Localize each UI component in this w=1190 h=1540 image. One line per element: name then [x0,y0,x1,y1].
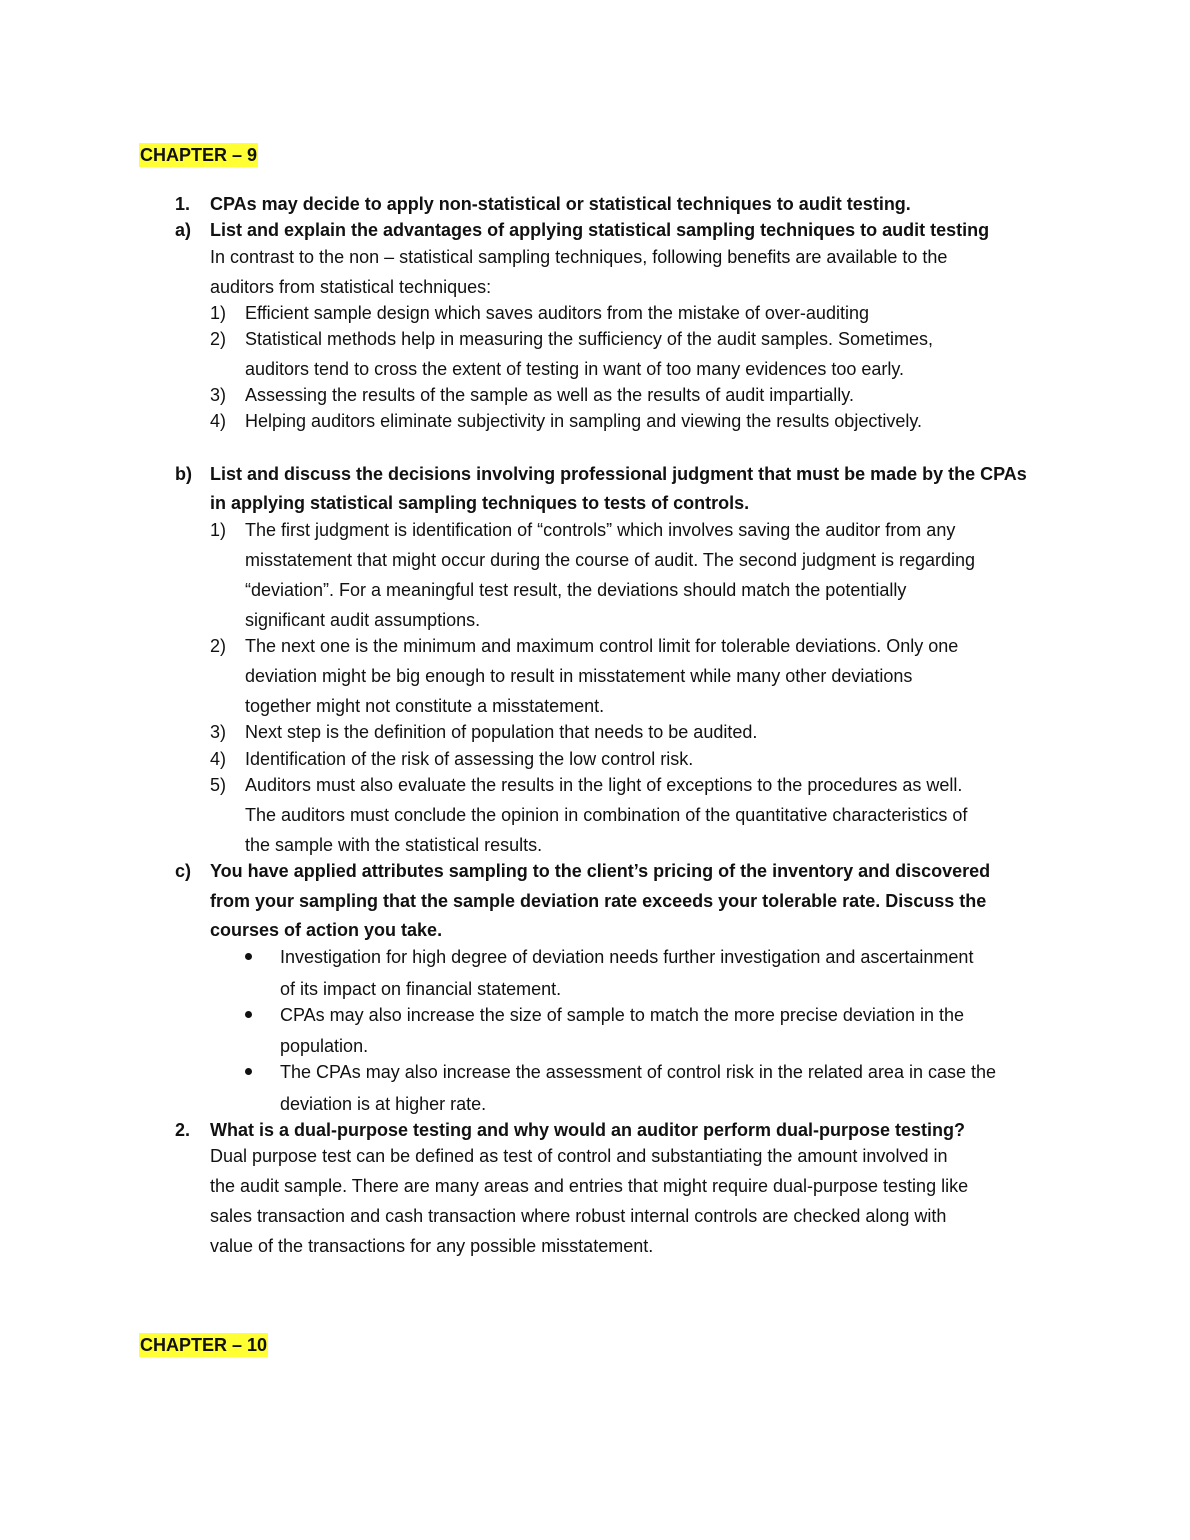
chapter-heading: CHAPTER – 10 [140,1335,268,1355]
list-number: 4) [210,411,227,431]
subquestion-title: List and discuss the decisions involving professional judgment that must be made by the CPAs [210,464,1027,484]
list-item-text: the sample with the statistical results. [245,835,543,855]
subquestion-marker: a) [175,220,192,240]
list-item-text: auditors tend to cross the extent of testing in want of too many evidences too early. [245,359,905,379]
question-number: 1. [175,194,191,214]
paragraph-line: In contrast to the non – statistical sampling techniques, following benefits are available to the [210,247,948,267]
question-title: What is a dual-purpose testing and why would an auditor perform dual-purpose testing? [210,1120,966,1140]
list-number: 2) [210,636,227,656]
subquestion-title: in applying statistical sampling techniques to tests of controls. [210,493,750,513]
list-item-text: Assessing the results of the sample as well as the results of audit impartially. [245,385,854,405]
list-item-text: The auditors must conclude the opinion in combination of the quantitative characteristics of [245,805,968,825]
subquestion-title: courses of action you take. [210,920,443,940]
list-number: 2) [210,329,227,349]
paragraph-line: Dual purpose test can be defined as test of control and substantiating the amount involved in [210,1146,948,1166]
paragraph-line: auditors from statistical techniques: [210,277,492,297]
list-item-text: significant audit assumptions. [245,610,481,630]
subquestion-title: You have applied attributes sampling to the client’s pricing of the inventory and discovered [210,861,991,881]
bullet-item-text: of its impact on financial statement. [280,979,562,999]
list-item-text: Statistical methods help in measuring the sufficiency of the audit samples. Sometimes, [245,329,934,349]
list-item-text: together might not constitute a misstatement. [245,696,605,716]
list-item-text: “deviation”. For a meaningful test result, the deviations should match the potentially [245,580,907,600]
bullet-item-text: population. [280,1036,369,1056]
subquestion-title: List and explain the advantages of applying statistical sampling techniques to audit testing [210,220,990,240]
list-item-text: Identification of the risk of assessing the low control risk. [245,749,694,769]
paragraph-line: the audit sample. There are many areas and entries that might require dual-purpose testing like [210,1176,969,1196]
bullet-icon [245,1068,252,1075]
list-number: 1) [210,520,227,540]
list-item-text: Helping auditors eliminate subjectivity in sampling and viewing the results objectively. [245,411,923,431]
paragraph-line: value of the transactions for any possible misstatement. [210,1236,654,1256]
list-item-text: misstatement that might occur during the course of audit. The second judgment is regarding [245,550,976,570]
bullet-item-text: deviation is at higher rate. [280,1094,487,1114]
list-item-text: deviation might be big enough to result in misstatement while many other deviations [245,666,913,686]
list-item-text: The first judgment is identification of “controls” which involves saving the auditor from any [245,520,956,540]
bullet-icon [245,1011,252,1018]
list-number: 4) [210,749,227,769]
list-number: 3) [210,722,227,742]
list-item-text: The next one is the minimum and maximum control limit for tolerable deviations. Only one [245,636,959,656]
subquestion-title: from your sampling that the sample deviation rate exceeds your tolerable rate. Discuss the [210,891,987,911]
list-item-text: Next step is the definition of population that needs to be audited. [245,722,758,742]
list-item-text: Auditors must also evaluate the results in the light of exceptions to the procedures as well. [245,775,963,795]
list-number: 5) [210,775,227,795]
list-number: 1) [210,303,227,323]
chapter-heading: CHAPTER – 9 [140,145,258,165]
bullet-item-text: Investigation for high degree of deviation needs further investigation and ascertainment [280,947,974,967]
bullet-item-text: CPAs may also increase the size of sample to match the more precise deviation in the [280,1005,964,1025]
paragraph-line: sales transaction and cash transaction where robust internal controls are checked along with [210,1206,947,1226]
subquestion-marker: c) [175,861,192,881]
bullet-icon [245,953,252,960]
bullet-item-text: The CPAs may also increase the assessment of control risk in the related area in case the [280,1062,997,1082]
question-title: CPAs may decide to apply non-statistical or statistical techniques to audit testing. [210,194,911,214]
list-item-text: Efficient sample design which saves auditors from the mistake of over-auditing [245,303,869,323]
list-number: 3) [210,385,227,405]
subquestion-marker: b) [175,464,192,484]
question-number: 2. [175,1120,191,1140]
